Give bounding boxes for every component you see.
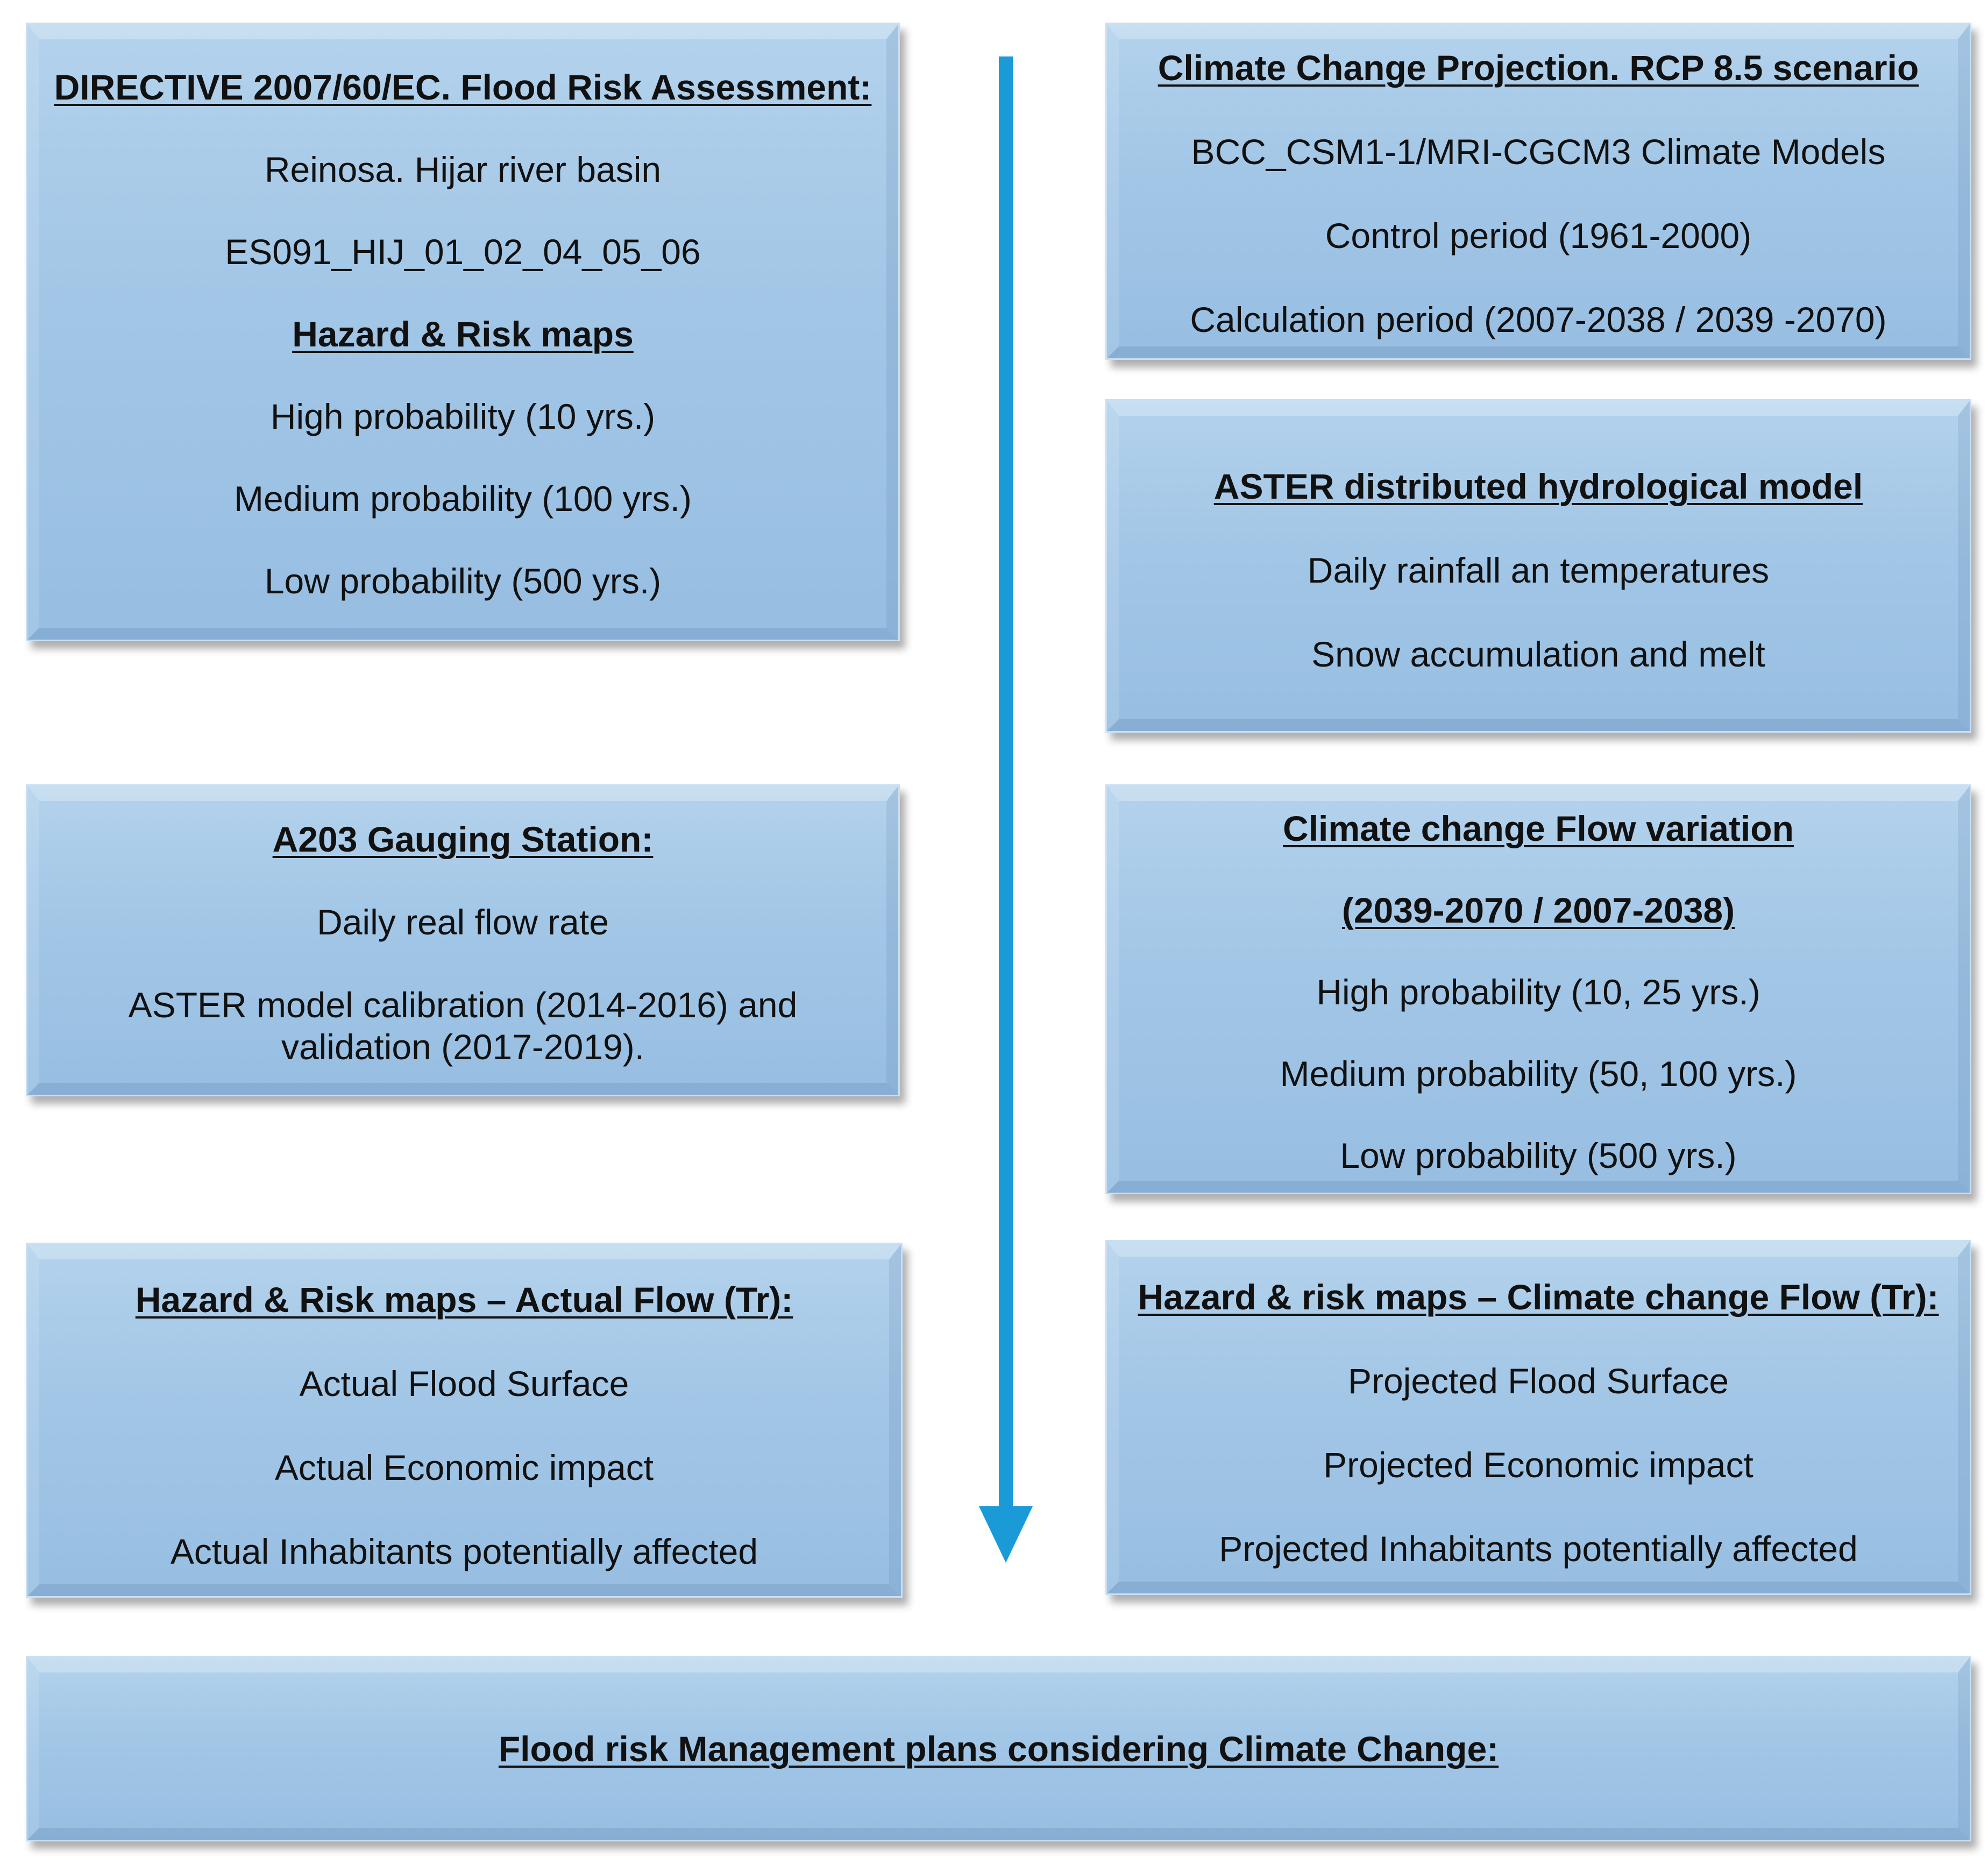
actual-inhabitants: Actual Inhabitants potentially affected [170, 1532, 758, 1571]
climate-models: BCC_CSM1-1/MRI-CGCM3 Climate Models [1191, 132, 1886, 172]
directive-title: DIRECTIVE 2007/60/EC. Flood Risk Assessment: [54, 67, 872, 107]
directive-high-probability: High probability (10 yrs.) [270, 396, 656, 436]
aster-snow: Snow accumulation and melt [1311, 634, 1765, 674]
directive-subtitle: Hazard & Risk maps [292, 314, 634, 354]
management-box [26, 1656, 1971, 1841]
climate-calculation-period: Calculation period (2007-2038 / 2039 -2070) [1190, 300, 1887, 339]
gauging-title: A203 Gauging Station: [272, 819, 654, 859]
aster-model-box [1105, 399, 1971, 733]
aster-title: ASTER distributed hydrological model [1213, 466, 1863, 506]
flow-medium-probability: Medium probability (50, 100 yrs.) [1280, 1054, 1797, 1094]
climate-control-period: Control period (1961-2000) [1325, 216, 1752, 256]
projected-inhabitants: Projected Inhabitants potentially affected [1219, 1529, 1858, 1569]
flow-low-probability: Low probability (500 yrs.) [1340, 1136, 1737, 1175]
directive-code: ES091_HIJ_01_02_04_05_06 [225, 232, 701, 272]
projected-maps-title: Hazard & risk maps – Climate change Flow (Tr): [1138, 1277, 1939, 1317]
climate-title: Climate Change Projection. RCP 8.5 scenario [1158, 48, 1919, 88]
management-title: Flood risk Management plans considering Climate Change: [498, 1728, 1499, 1769]
aster-rainfall: Daily rainfall an temperatures [1307, 550, 1770, 590]
actual-maps-box [26, 1243, 903, 1598]
gauging-flow-rate: Daily real flow rate [317, 902, 609, 942]
arrow-head [979, 1506, 1033, 1563]
actual-maps-title: Hazard & Risk maps – Actual Flow (Tr): [135, 1280, 793, 1320]
projected-economic-impact: Projected Economic impact [1323, 1445, 1753, 1485]
climate-projection-box [1105, 23, 1971, 360]
actual-flood-surface: Actual Flood Surface [299, 1364, 629, 1404]
gauging-calibration: ASTER model calibration (2014-2016) and validation (2017-2019). [128, 985, 798, 1067]
down-arrow-icon [979, 56, 1033, 1568]
flow-variation-box [1105, 784, 1971, 1194]
actual-economic-impact: Actual Economic impact [274, 1448, 654, 1487]
directive-box [26, 23, 900, 641]
gauging-station-box [26, 784, 900, 1096]
arrow-shaft [999, 56, 1013, 1509]
directive-basin: Reinosa. Hijar river basin [264, 150, 662, 189]
flow-variation-period: (2039-2070 / 2007-2038) [1341, 890, 1735, 930]
flow-variation-title: Climate change Flow variation [1283, 809, 1794, 848]
directive-low-probability: Low probability (500 yrs.) [264, 561, 662, 601]
directive-medium-probability: Medium probability (100 yrs.) [234, 479, 692, 519]
flow-high-probability: High probability (10, 25 yrs.) [1316, 972, 1760, 1012]
projected-flood-surface: Projected Flood Surface [1347, 1361, 1729, 1401]
projected-maps-box [1105, 1240, 1971, 1595]
